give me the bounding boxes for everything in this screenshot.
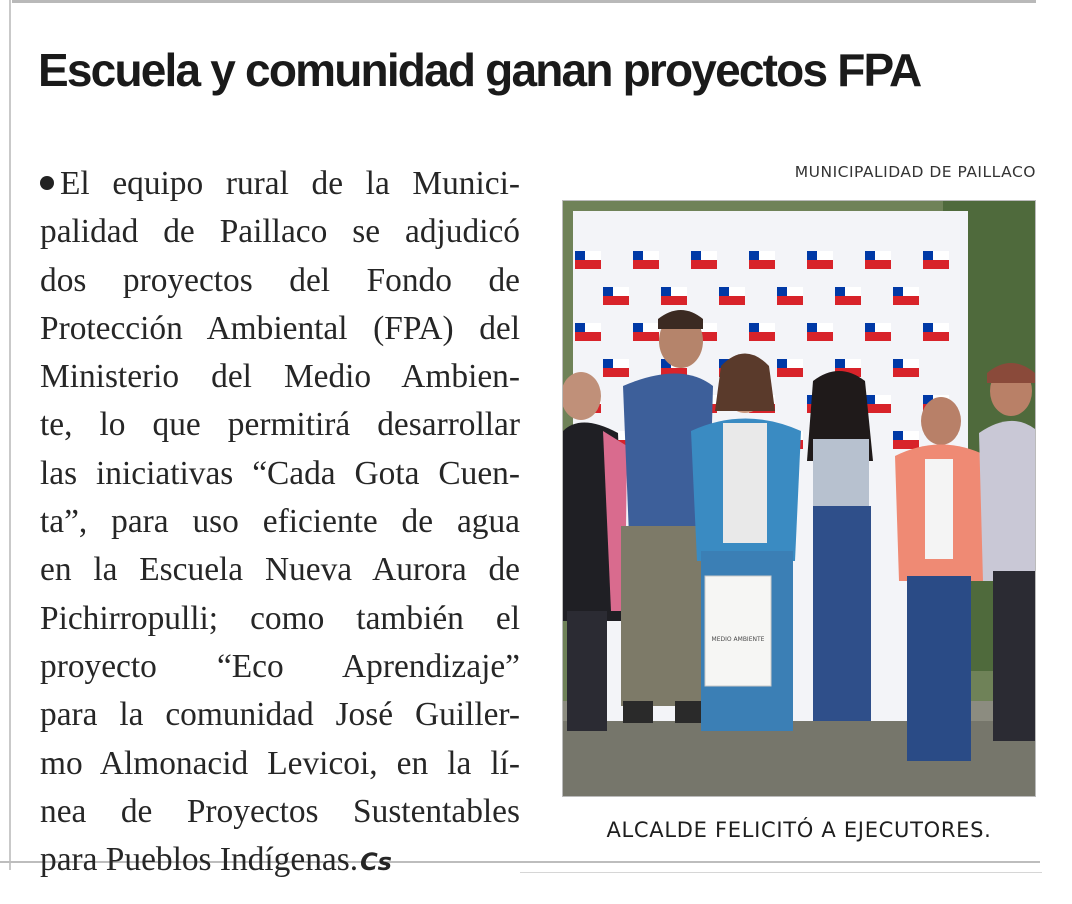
bullet-icon	[40, 176, 54, 190]
group-photo-illustration	[563, 201, 1035, 796]
flag-icon	[865, 251, 891, 269]
article-headline: Escuela y comunidad ganan proyectos FPA	[38, 44, 921, 96]
body-line: Pichirropulli; como también el	[40, 599, 520, 637]
body-line: te, lo que permitirá desarrollar	[40, 406, 520, 444]
body-line	[40, 160, 520, 208]
flag-icon	[603, 359, 629, 377]
flag-icon	[893, 431, 919, 449]
body-line: proyecto “Eco Aprendizaje”	[40, 647, 520, 685]
photo-credit: MUNICIPALIDAD DE PAILLACO	[794, 163, 1036, 181]
flag-icon	[633, 323, 659, 341]
flag-icon	[575, 251, 601, 269]
tote-bag-label: MEDIO AMBIENTE	[711, 636, 765, 643]
flag-icon	[633, 251, 659, 269]
article-body	[40, 160, 520, 884]
body-line-text: para Pueblos Indígenas.	[40, 841, 359, 879]
flag-icon	[749, 251, 775, 269]
left-column-rule	[9, 0, 11, 870]
flag-icon	[575, 323, 601, 341]
flag-icon	[835, 287, 861, 305]
body-line: nea de Proyectos Sustentables	[40, 792, 520, 830]
body-line: para la comunidad José Guiller-	[40, 696, 520, 734]
top-rule	[12, 0, 1036, 3]
flag-icon	[923, 251, 949, 269]
flag-icon	[719, 287, 745, 305]
body-line: palidad de Paillaco se adjudicó	[40, 213, 520, 251]
body-line: Protección Ambiental (FPA) del	[40, 309, 520, 347]
bottom-rule-secondary	[520, 872, 1042, 873]
flag-icon	[807, 323, 833, 341]
body-line: las iniciativas “Cada Gota Cuen-	[40, 454, 520, 492]
body-line: dos proyectos del Fondo de	[40, 261, 520, 299]
flag-icon	[865, 323, 891, 341]
flag-icon	[807, 251, 833, 269]
flag-icon	[777, 359, 803, 377]
flag-icon	[691, 251, 717, 269]
body-line	[40, 836, 520, 884]
flag-icon	[777, 287, 803, 305]
flag-icon	[749, 323, 775, 341]
flag-icon	[923, 323, 949, 341]
body-line: Ministerio del Medio Ambien-	[40, 358, 520, 396]
flag-icon	[893, 359, 919, 377]
body-line: en la Escuela Nueva Aurora de	[40, 551, 520, 589]
end-mark-icon: Cs	[360, 848, 392, 877]
photo-caption: ALCALDE FELICITÓ A EJECUTORES.	[606, 818, 992, 842]
body-line-text: El equipo rural de la Munici-	[60, 165, 520, 202]
flag-icon	[865, 395, 891, 413]
body-line: mo Almonacid Levicoi, en la lí-	[40, 744, 520, 782]
group-photo	[562, 200, 1036, 797]
body-line: ta”, para uso eficiente de agua	[40, 503, 520, 541]
flag-icon	[893, 287, 919, 305]
flag-icon	[603, 287, 629, 305]
flag-icon	[661, 287, 687, 305]
